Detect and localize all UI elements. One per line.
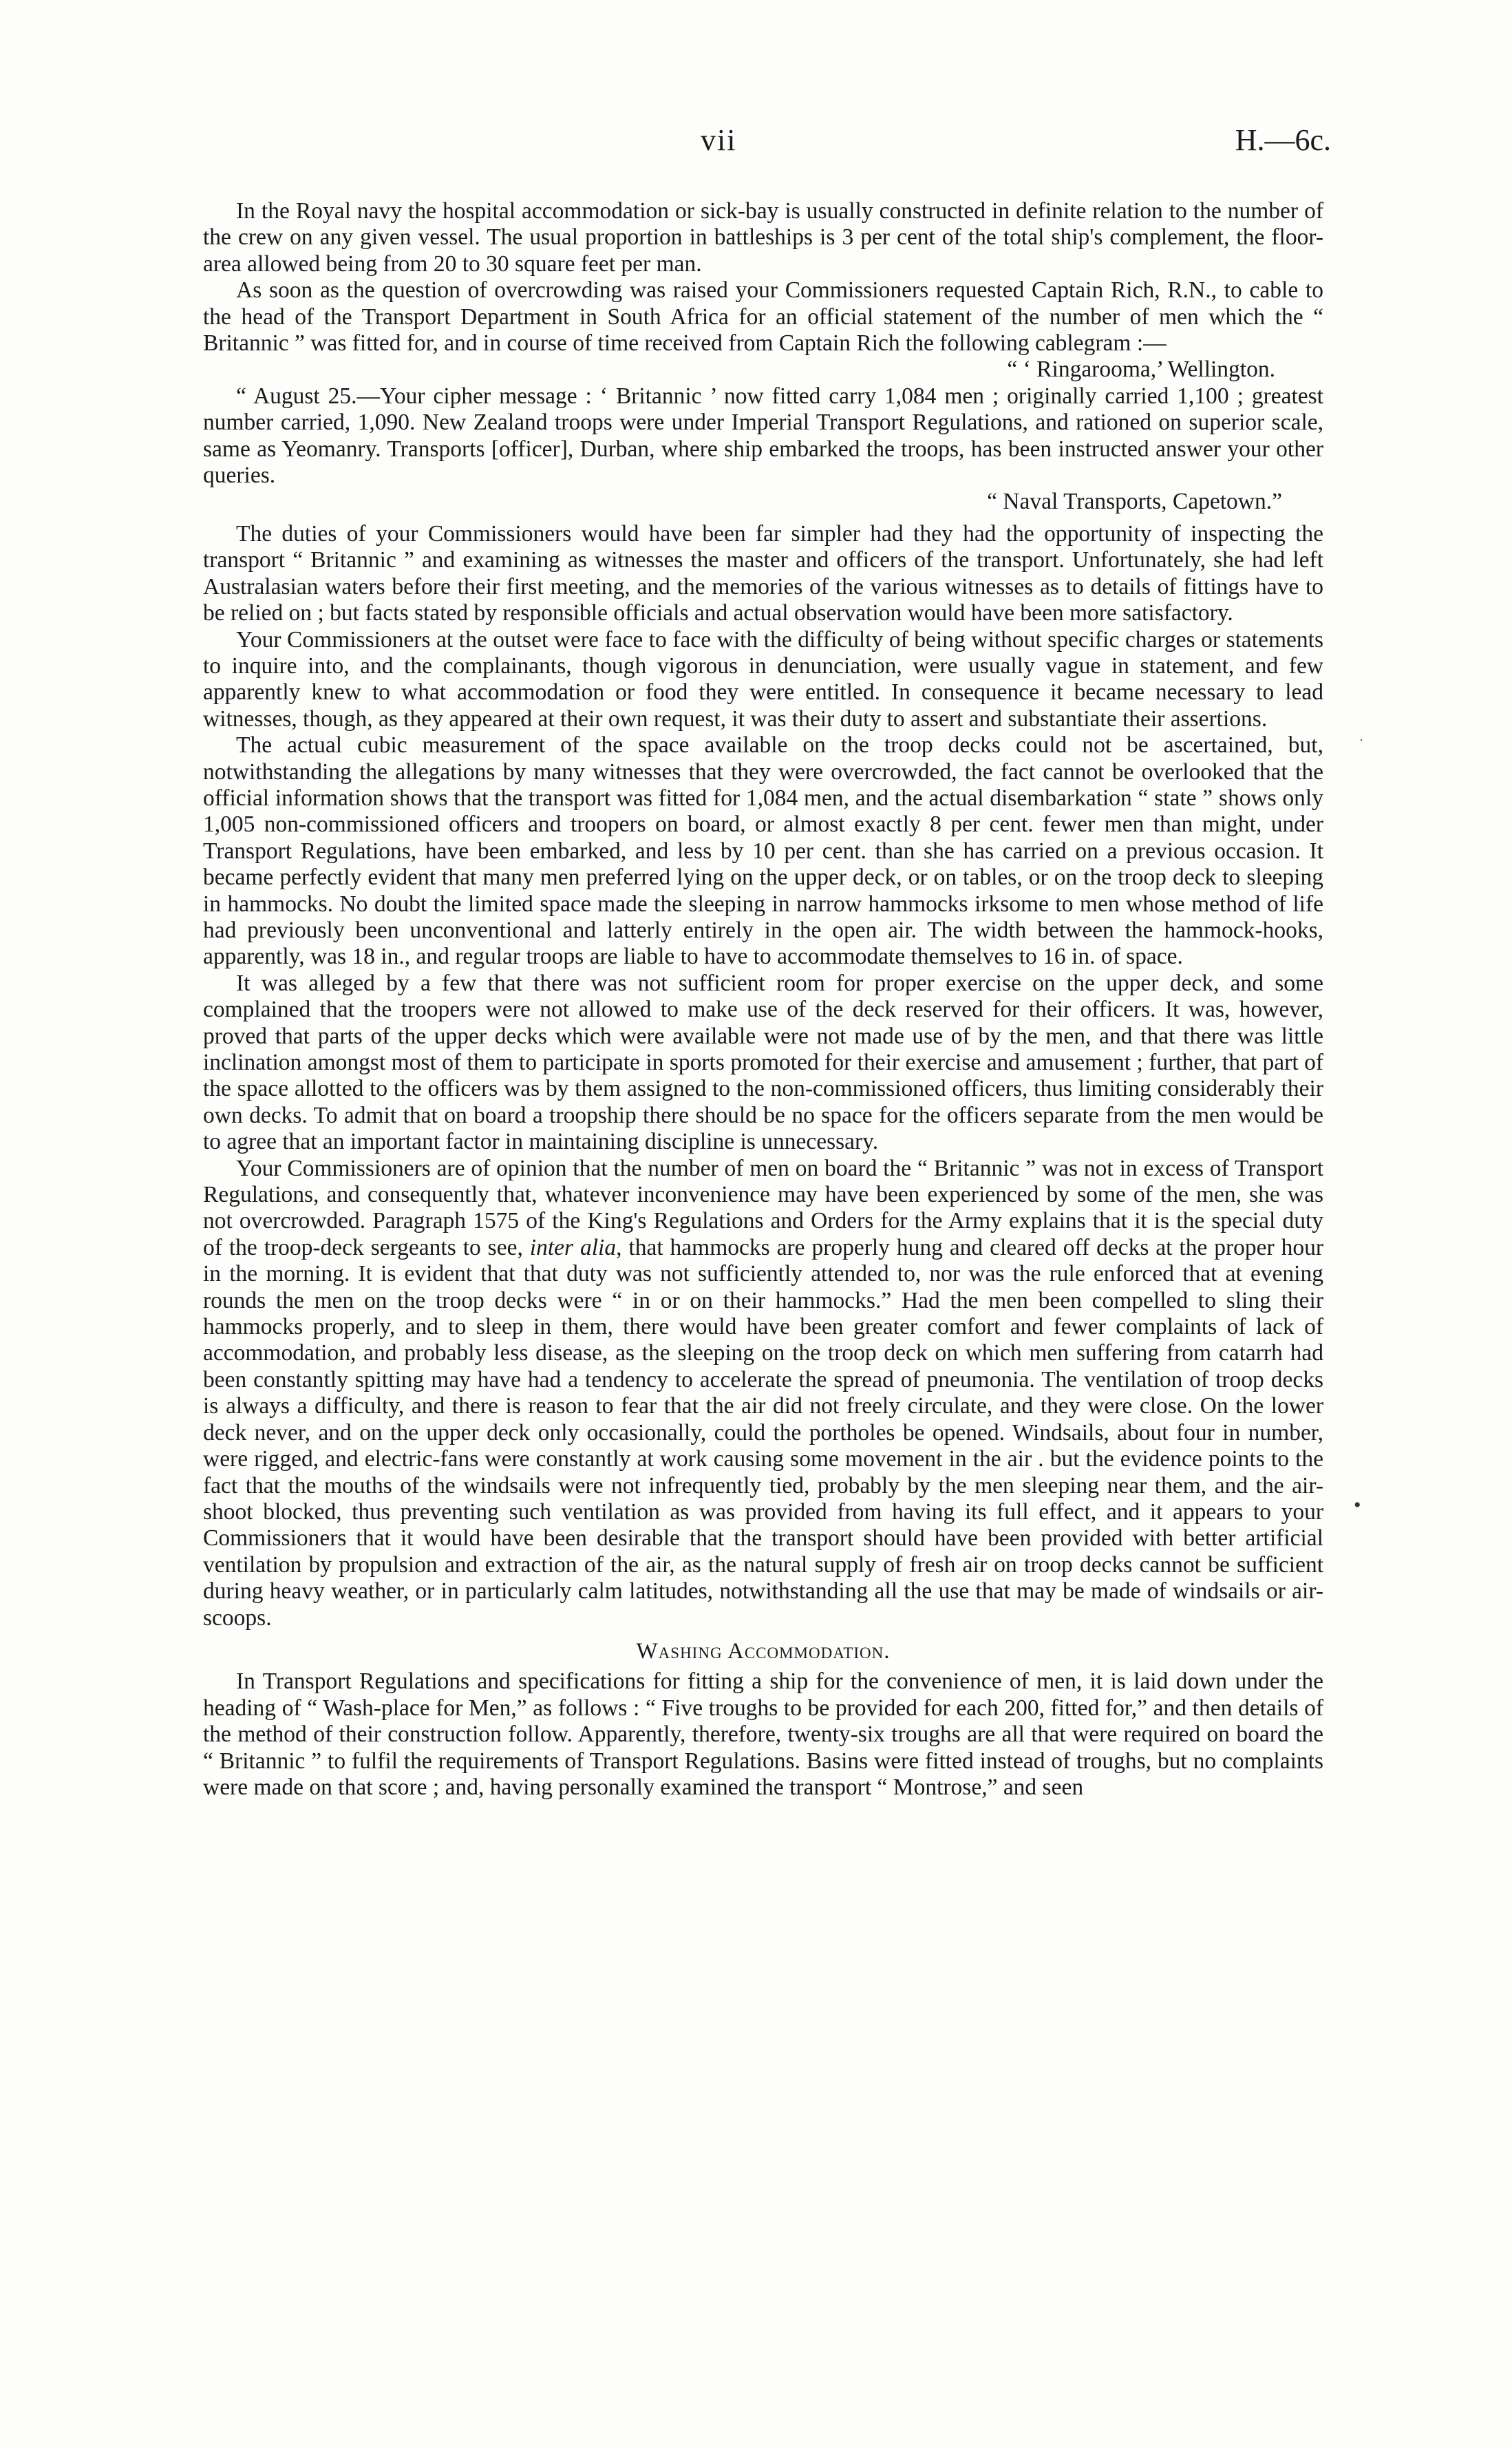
cable-signature: “ Naval Transports, Capetown.” xyxy=(987,489,1282,515)
paragraph-cubic-measurement: The actual cubic measurement of the space available on the troop decks could not be ascertained, but, notwithstanding the allegations by many witnesses that they were overcrowded, the fact cannot be overlooked that the official information shows that the transport was fitted for 1,084 men, and the actual disembarkation “ state ” shows only 1,005 non-commissioned officers and troopers on board, or almost exactly 8 per cent. fewer men than might, under Transport Regulations, have been embarked, and less by 10 per cent. than she has carried on a previous occasion. It became perfectly evident that many men preferred lying on the upper deck, or on tables, or on the troop deck to sleeping in hammocks. No doubt the limited space made the sleeping in narrow hammocks irksome to men whose method of life had previously been unconventional and latterly entirely in the open air. The width between the hammock-hooks, apparently, was 18 in., and regular troops are liable to have to accommodate themselves to 16 in. of space. xyxy=(203,732,1323,970)
body-text xyxy=(203,198,1323,1801)
margin-dot: • xyxy=(1354,1494,1361,1516)
opinion-text-b: , that hammocks are properly hung and cleared off decks at the proper hour in the morning. It is evident that that duty was not sufficiently attended to, nor was the rule enforced that at evening rounds the men on the troop decks were “ in or on their hammocks.” Had the men been compelled to sling their hammocks properly, and to sleep in them, there would have been greater comfort and fewer complaints of lack of accommodation, and probably less disease, as the sleeping on the troop deck on which men suffering from catarrh had been constantly spitting may have had a tendency to accelerate the spread of pneumonia. The ventilation of troop decks is always a difficulty, and there is reason to fear that the air did not freely circulate, and they were close. On the lower deck never, and on the upper deck only occasionally, could the portholes be opened. Windsails, about four in number, were rigged, and electric-fans were constantly at work causing some movement in the air . but the evidence points to the fact that the mouths of the windsails were not infrequently tied, probably by the men sleeping near them, and the air-shoot blocked, thus preventing such ventilation as was provided from having its full effect, and it appears to your Commissioners that it would have been desirable that the transport should have been provided with better artificial ventilation by propulsion and extraction of the air, as the natural supply of fresh air on troop decks cannot be sufficient during heavy weather, or in particularly calm latitudes, notwithstanding all the use that may be made of windsails or air-scoops. xyxy=(203,1234,1324,1631)
paragraph-washing: In Transport Regulations and specifications for fitting a ship for the convenience of men, it is laid down under the heading of “ Wash-place for Men,” as follows : “ Five troughs to be provided for each 200, fitted for,” and then details of the method of their construction follow. Apparently, therefore, twenty-six troughs are all that were required on board the “ Britannic ” to fulfil the requirements of Transport Regulations. Basins were fitted instead of troughs, but no complaints were made on that score ; and, having personally examined the transport “ Montrose,” and seen xyxy=(203,1669,1323,1800)
opinion-emphasis: inter alia xyxy=(529,1234,617,1260)
page-number: vii xyxy=(701,123,737,157)
paragraph-exercise: It was alleged by a few that there was not sufficient room for proper exercise on the upper deck, and some complained that the troopers were not allowed to make use of the deck reserved for their officers. It was, however, proved that parts of the upper decks which were available were not made use of by the men, and that there was little inclination amongst most of them to participate in sports promoted for their exercise and amusement ; further, that part of the space allotted to the officers was by them assigned to the non-commissioned officers, thus limiting considerably their own decks. To admit that on board a troopship there should be no space for the officers separate from the men would be to agree that an important factor in maintaining discipline is unnecessary. xyxy=(203,970,1323,1155)
opinion-text-a: Your Commissioners are of opinion that the number of men on board the “ Britannic ” was not in excess of Transport Regulations, and consequently that, whatever inconvenience may have been experienced by some of the men, she was not overcrowded. Paragraph 1575 of the King's Regulations and Orders for the Army explains that it is the special duty of the troop-deck sergeants to see, xyxy=(203,1155,1323,1260)
cable-heading: “ ‘ Ringarooma,’ Wellington. xyxy=(1007,357,1275,383)
section-heading-washing: Washing Accommodation. xyxy=(636,1638,891,1664)
cable-body: “ August 25.—Your cipher message : ‘ Britannic ’ now fitted carry 1,084 men ; originally carried 1,100 ; greatest number carried, 1,090. New Zealand troops were under Imperial Transport Regulations, and rationed on superior scale, same as Yeomanry. Transports [officer], Durban, where ship embarked the troops, has been instructed answer your other queries. xyxy=(203,383,1323,489)
margin-mark: · xyxy=(1359,733,1363,747)
paragraph-cable-request: As soon as the question of overcrowding was raised your Commissioners requested Captain Rich, R.N., to cable to the head of the Transport Department in South Africa for an official statement of the number of men which the “ Britannic ” was fitted for, and in course of time received from Captain Rich the following cablegram :— xyxy=(203,277,1323,357)
paragraph-sick-bay: In the Royal navy the hospital accommodation or sick-bay is usually constructed in definite relation to the number of the crew on any given vessel. The usual proportion in battleships is 3 per cent of the total ship's complement, the floor-area allowed being from 20 to 30 square feet per man. xyxy=(203,198,1323,277)
document-reference: H.—6c. xyxy=(1235,123,1331,157)
paragraph-opinion xyxy=(203,1156,1323,1631)
page-header xyxy=(0,123,1512,171)
paragraph-duties: The duties of your Commissioners would have been far simpler had they had the opportunity of inspecting the transport “ Britannic ” and examining as witnesses the master and officers of the transport. Unfortunately, she had left Australasian waters before their first meeting, and the memories of the various witnesses as to details of fittings have to be relied on ; but facts stated by responsible officials and actual observation would have been more satisfactory. xyxy=(203,520,1323,626)
paragraph-outset: Your Commissioners at the outset were face to face with the difficulty of being without specific charges or statements to inquire into, and the complainants, though vigorous in denunciation, were usually vague in statement, and few apparently knew to what accommodation or food they were entitled. In consequence it became necessary to lead witnesses, though, as they appeared at their own request, it was their duty to assert and substantiate their assertions. xyxy=(203,626,1323,732)
